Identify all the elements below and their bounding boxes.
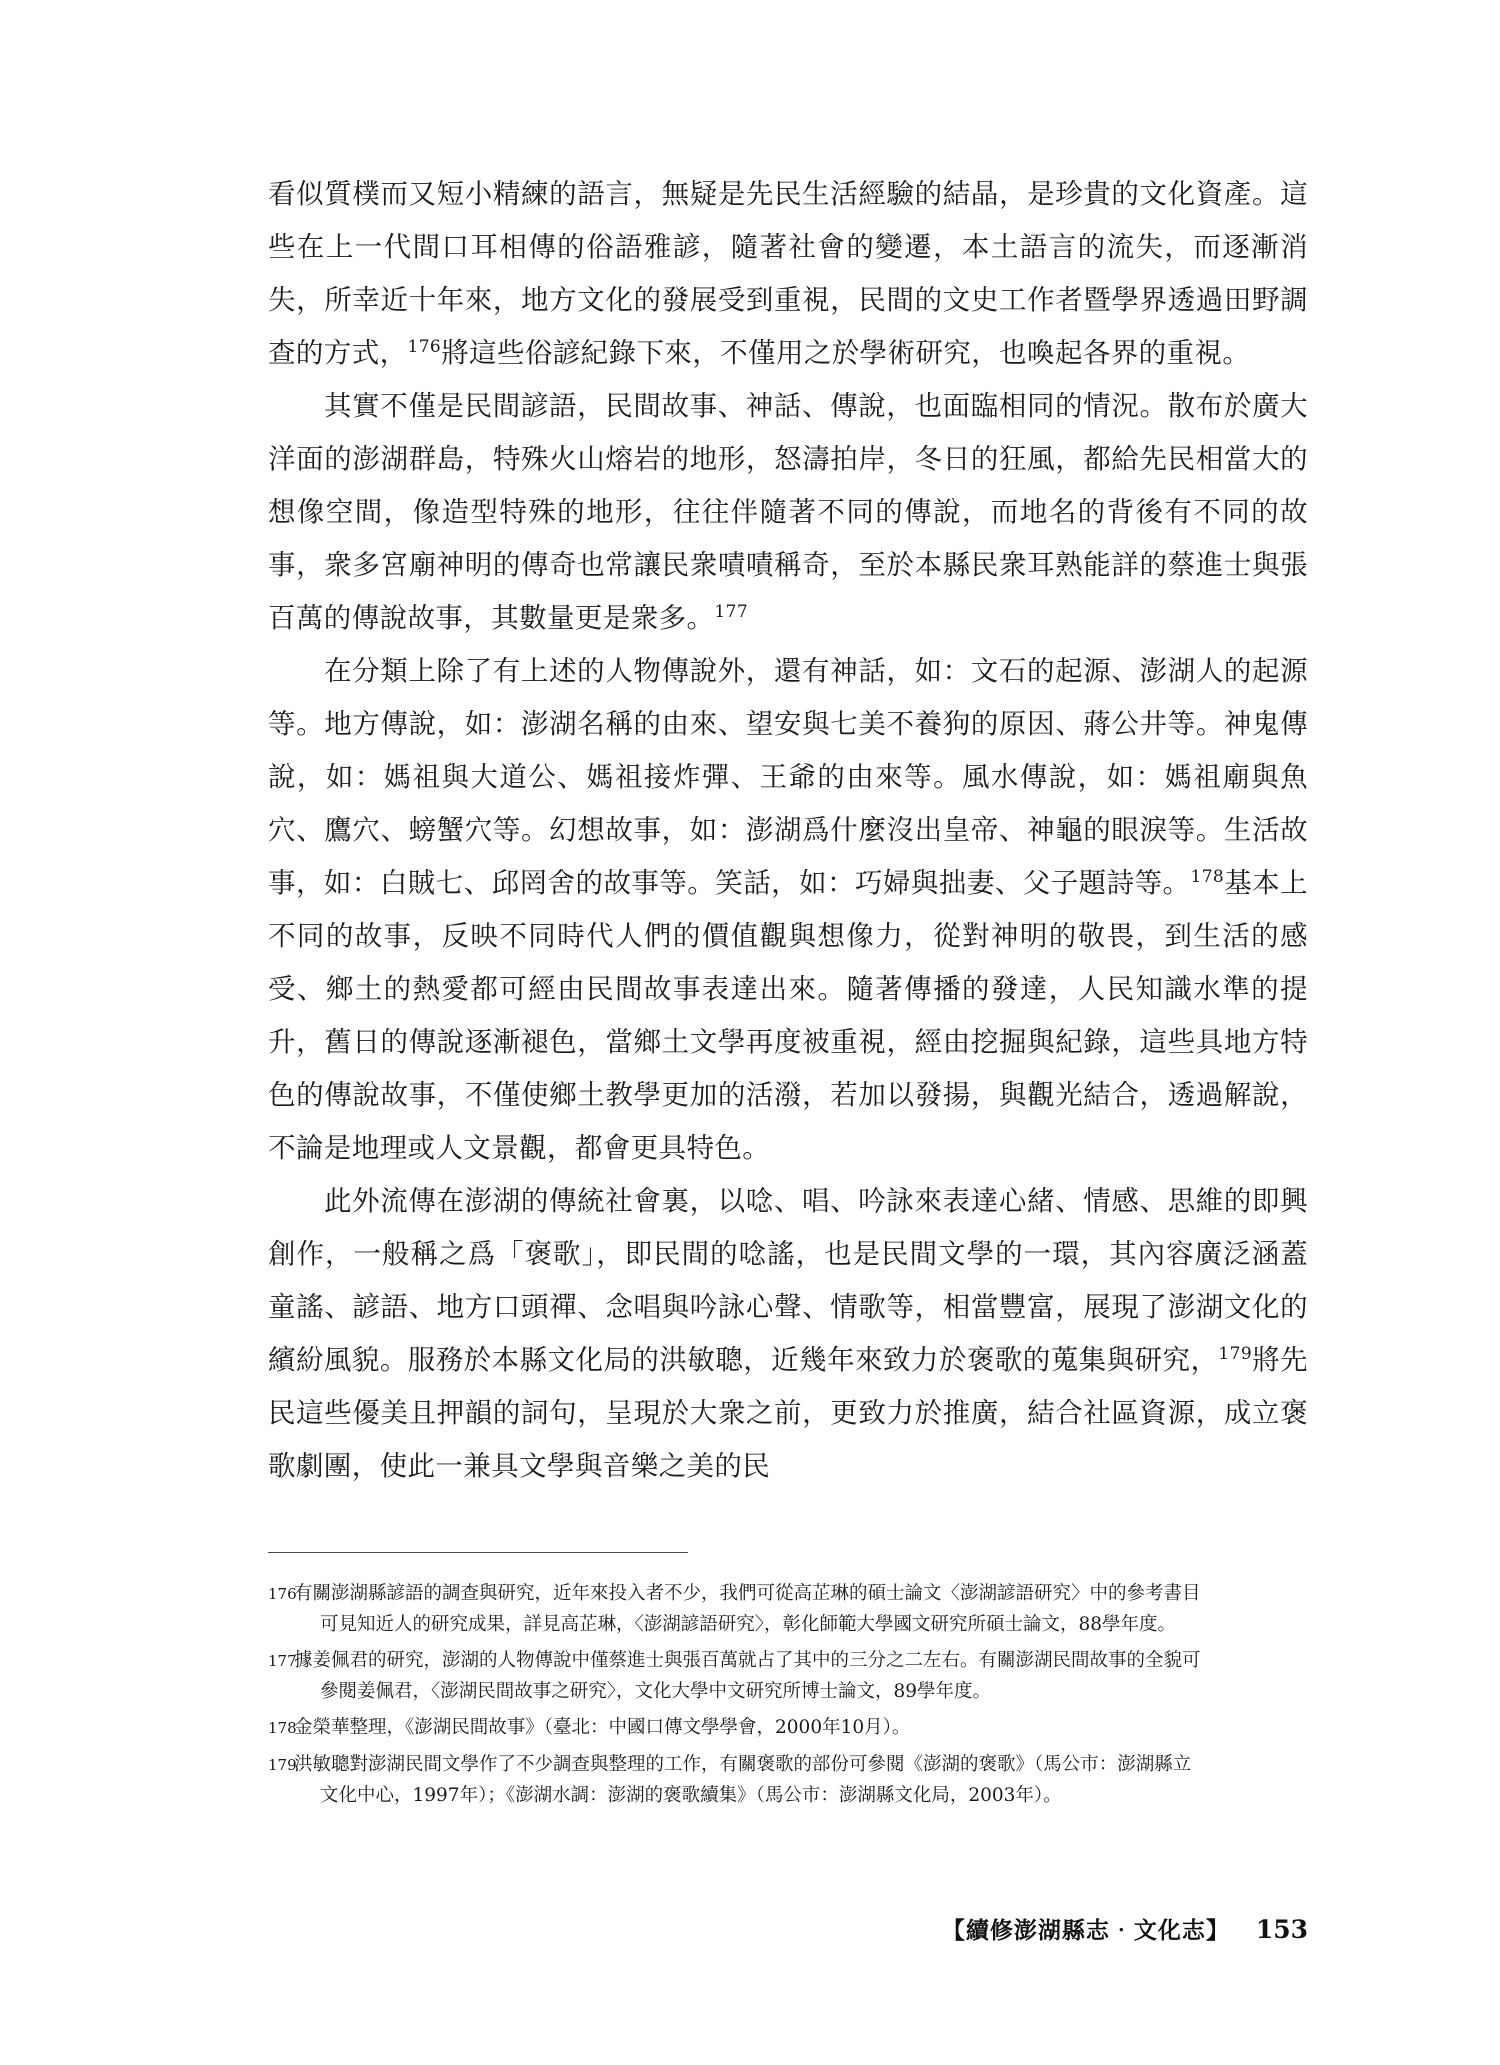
footnote-list (268, 1578, 1310, 1816)
footnote-item (268, 1712, 1310, 1744)
main-body-text (268, 168, 1308, 1493)
paragraph-4 (268, 1175, 1308, 1493)
footnote-text (294, 1712, 1310, 1744)
footnote-ref-177[interactable]: 177 (714, 601, 749, 622)
page-footer (268, 1912, 1308, 1945)
footnote-ref-178[interactable]: 178 (1190, 866, 1225, 887)
footnote-separator-rule (268, 1552, 688, 1553)
footnote-item (268, 1578, 1310, 1640)
footnote-line-2: 文化中心，1997年）；《澎湖水調：澎湖的褒歌續集》（馬公市：澎湖縣文化局，2003年）。 (320, 1785, 1062, 1806)
footnote-number: 176 (268, 1585, 297, 1603)
footnote-line-1: 金榮華整理，《澎湖民間故事》（臺北：中國口傳文學學會，2000年10月）。 (294, 1717, 911, 1738)
footnote-number: 178 (268, 1719, 297, 1737)
paragraph-1 (268, 168, 1308, 380)
footnote-ref-179[interactable]: 179 (1218, 1343, 1253, 1364)
footnote-line-1: 有關澎湖縣諺語的調查與研究，近年來投入者不少，我們可從高芷琳的碩士論文〈澎湖諺語研究〉中的參考書目 (294, 1583, 1201, 1604)
footnote-text (294, 1645, 1310, 1707)
footnote-line-2: 可見知近人的研究成果，詳見高芷琳，〈澎湖諺語研究〉，彰化師範大學國文研究所碩士論文，88學年度。 (320, 1614, 1177, 1635)
footnote-line-2: 參閱姜佩君，〈澎湖民間故事之研究〉，文化大學中文研究所博士論文，89學年度。 (320, 1681, 992, 1702)
paragraph-1-text-before: 看似質樸而又短小精練的語言，無疑是先民生活經驗的結晶，是珍貴的文化資產。這些在上一代間口耳相傳的俗語雅諺，隨著社會的變遷，本土語言的流失，而逐漸消失，所幸近十年來，地方文化的發展受到重視，民間的文史工作者暨學界透過田野調查的方式， (268, 178, 1308, 369)
footnote-text (294, 1578, 1310, 1640)
page-number: 153 (1255, 1915, 1308, 1944)
paragraph-3-text-after: 基本上不同的故事，反映不同時代人們的價值觀與想像力，從對神明的敬畏，到生活的感受、鄉土的熱愛都可經由民間故事表達出來。隨著傳播的發達，人民知識水準的提升，舊日的傳說逐漸褪色，當鄉土文學再度被重視，經由挖掘與紀錄，這些具地方特色的傳說故事，不僅使鄉土教學更加的活潑，若加以發揚，與觀光結合，透過解說，不論是地理或人文景觀，都會更具特色。 (268, 867, 1309, 1164)
footnote-ref-176[interactable]: 176 (407, 336, 442, 357)
footnote-text (294, 1749, 1310, 1811)
paragraph-1-text-after: 將這些俗諺紀錄下來，不僅用之於學術研究，也喚起各界的重視。 (441, 337, 1251, 369)
paragraph-3 (268, 645, 1308, 1175)
book-title: 【續修澎湖縣志‧文化志】 (941, 1917, 1230, 1944)
footnote-number: 177 (268, 1652, 297, 1670)
paragraph-4-text-before: 此外流傳在澎湖的傳統社會裏，以唸、唱、吟詠來表達心緒、情感、思維的即興創作，一般稱之爲「褒歌」，即民間的唸謠，也是民間文學的一環，其內容廣泛涵蓋童謠、諺語、地方口頭禪、念唱與吟詠心聲、情歌等，相當豐富，展現了澎湖文化的繽紛風貌。服務於本縣文化局的洪敏聰，近幾年來致力於褒歌的蒐集與研究， (268, 1185, 1308, 1376)
paragraph-2-text-before: 其實不僅是民間諺語，民間故事、神話、傳說，也面臨相同的情況。散布於廣大洋面的澎湖群島，特殊火山熔岩的地形，怒濤拍岸，冬日的狂風，都給先民相當大的想像空間，像造型特殊的地形，往往伴隨著不同的傳說，而地名的背後有不同的故事，衆多宮廟神明的傳奇也常讓民衆嘖嘖稱奇，至於本縣民衆耳熟能詳的蔡進士與張百萬的傳說故事，其數量更是衆多。 (268, 390, 1308, 634)
footnote-line-1: 洪敏聰對澎湖民間文學作了不少調查與整理的工作，有關褒歌的部份可參閱《澎湖的褒歌》（馬公市：澎湖縣立 (294, 1754, 1192, 1775)
footnote-number: 179 (268, 1756, 297, 1774)
footnote-item (268, 1749, 1310, 1811)
paragraph-3-text-before: 在分類上除了有上述的人物傳說外，還有神話，如：文石的起源、澎湖人的起源等。地方傳說，如：澎湖名稱的由來、望安與七美不養狗的原因、蔣公井等。神鬼傳說，如：媽祖與大道公、媽祖接炸彈、王爺的由來等。風水傳說，如：媽祖廟與魚穴、鷹穴、螃蟹穴等。幻想故事，如：澎湖爲什麼沒出皇帝、神龜的眼淚等。生活故事，如：白賊七、邱罔舍的故事等。笑話，如：巧婦與拙妻、父子題詩等。 (268, 655, 1308, 899)
footnote-item (268, 1645, 1310, 1707)
paragraph-2 (268, 380, 1308, 645)
paragraph-4-text-after: 將先民這些優美且押韻的詞句，呈現於大衆之前，更致力於推廣，結合社區資源，成立褒歌劇團，使此一兼具文學與音樂之美的民 (268, 1344, 1308, 1482)
footnote-line-1: 據姜佩君的研究，澎湖的人物傳說中僅蔡進士與張百萬就占了其中的三分之二左右。有關澎湖民間故事的全貌可 (294, 1650, 1201, 1671)
